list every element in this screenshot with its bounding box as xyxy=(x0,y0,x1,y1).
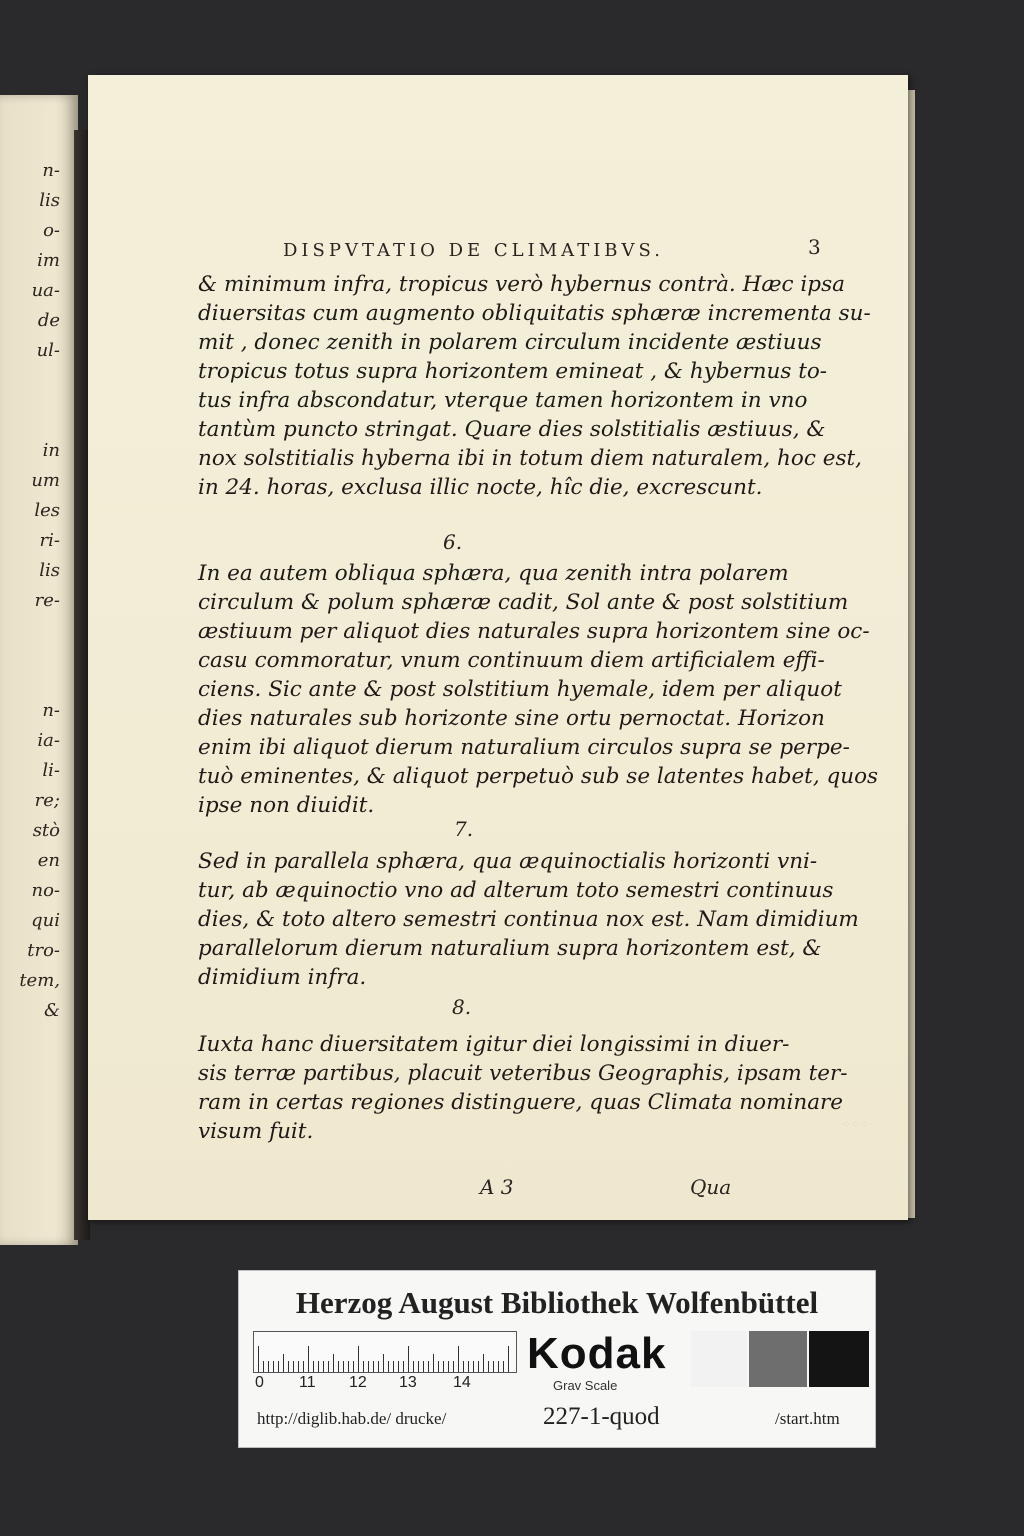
left-page-fragment: re- xyxy=(34,590,60,611)
text-line: tur, ab æquinoctio vno ad alterum toto semestri continuus xyxy=(198,878,834,903)
text-line: æstiuum per aliquot dies naturales supra horizontem sine oc- xyxy=(198,619,870,644)
left-page-fragment: & xyxy=(43,1000,60,1021)
ruler-tick xyxy=(418,1361,419,1372)
paragraph-1 xyxy=(198,270,871,502)
ruler-tick xyxy=(453,1361,454,1372)
ruler-tick xyxy=(433,1354,434,1372)
left-page-fragment: tem, xyxy=(19,970,60,991)
ruler-tick xyxy=(303,1361,304,1372)
text-line: tantùm puncto stringat. Quare dies solstitialis æstiuus, & xyxy=(198,417,826,442)
measurement-ruler xyxy=(253,1331,517,1373)
ruler-tick xyxy=(278,1361,279,1372)
ruler-tick xyxy=(313,1361,314,1372)
text-line: dies, & toto altero semestri continua nox est. Nam dimidium xyxy=(198,907,859,932)
ruler-tick xyxy=(438,1361,439,1372)
ruler-label: 12 xyxy=(349,1374,367,1391)
ruler-tick xyxy=(373,1361,374,1372)
ruler-tick xyxy=(288,1361,289,1372)
left-page-fragment: de xyxy=(37,310,60,331)
ruler-label: 13 xyxy=(399,1374,417,1391)
ruler-tick xyxy=(343,1361,344,1372)
left-page-fragment: n- xyxy=(42,700,60,721)
ruler-tick xyxy=(393,1361,394,1372)
page-number: 3 xyxy=(808,235,821,259)
left-page-fragment: im xyxy=(37,250,60,271)
text-line: diuersitas cum augmento obliquitatis sphæræ incrementa su- xyxy=(198,301,871,326)
ruler-tick xyxy=(338,1361,339,1372)
ruler-tick xyxy=(478,1361,479,1372)
ruler-tick xyxy=(503,1361,504,1372)
ruler-label: 11 xyxy=(299,1374,316,1391)
text-line: dies naturales sub horizonte sine ortu pernoctat. Horizon xyxy=(198,706,825,731)
gray-swatch-dark xyxy=(809,1331,869,1387)
text-line: & minimum infra, tropicus verò hybernus contrà. Hæc ipsa xyxy=(198,272,845,297)
ruler-tick xyxy=(273,1361,274,1372)
ruler-tick xyxy=(348,1361,349,1372)
paragraph-2 xyxy=(198,559,879,820)
left-page-fragment: les xyxy=(34,500,60,521)
ruler-tick xyxy=(293,1361,294,1372)
ruler-tick xyxy=(368,1361,369,1372)
text-line: tropicus totus supra horizontem emineat , & hybernus to- xyxy=(198,359,828,384)
text-line: in 24. horas, exclusa illic nocte, hîc die, excrescunt. xyxy=(198,475,763,500)
ruler-tick xyxy=(483,1354,484,1372)
left-facing-page xyxy=(0,95,78,1245)
left-page-fragment: en xyxy=(37,850,60,871)
ruler-tick xyxy=(443,1361,444,1372)
url-left[interactable]: http://diglib.hab.de/ drucke/ xyxy=(257,1409,447,1428)
section-number-7: 7. xyxy=(454,817,474,841)
ruler-tick xyxy=(283,1354,284,1372)
text-line: ipse non diuidit. xyxy=(198,793,375,818)
text-line: tus infra abscondatur, vterque tamen horizontem in vno xyxy=(198,388,808,413)
ruler-tick xyxy=(428,1361,429,1372)
left-page-fragment: lis xyxy=(39,190,60,211)
ruler-labels xyxy=(253,1374,515,1394)
left-page-fragment: re; xyxy=(34,790,60,811)
ruler-tick xyxy=(333,1354,334,1372)
text-line: Sed in parallela sphæra, qua æquinoctialis horizonti vni- xyxy=(198,849,818,874)
ruler-tick xyxy=(413,1361,414,1372)
ruler-tick xyxy=(328,1361,329,1372)
text-line: dimidium infra. xyxy=(198,965,367,990)
ruler-tick xyxy=(473,1361,474,1372)
text-line: tuò eminentes, & aliquot perpetuò sub se latentes habet, quos xyxy=(198,764,879,789)
text-line: sis terræ partibus, placuit veteribus Geographis, ipsam ter- xyxy=(198,1061,848,1086)
left-page-fragment: um xyxy=(31,470,60,491)
url-right[interactable]: /start.htm xyxy=(775,1409,840,1428)
gray-scale-label: Grav Scale xyxy=(553,1378,618,1393)
text-line: parallelorum dierum naturalium supra horizontem est, & xyxy=(198,936,822,961)
section-number-8: 8. xyxy=(452,995,472,1019)
ruler-tick xyxy=(258,1346,259,1372)
text-line: enim ibi aliquot dierum naturalium circulos supra se perpe- xyxy=(198,735,850,760)
ruler-tick xyxy=(408,1346,409,1372)
left-page-fragment: ul- xyxy=(36,340,60,361)
text-line: casu commoratur, vnum continuum diem artificialem effi- xyxy=(198,648,825,673)
text-line: Iuxta hanc diuersitatem igitur diei longissimi in diuer- xyxy=(198,1032,790,1057)
text-line: In ea autem obliqua sphæra, qua zenith intra polarem xyxy=(198,561,789,586)
library-label-card xyxy=(238,1270,876,1448)
ruler-tick xyxy=(318,1361,319,1372)
left-page-fragment: ri- xyxy=(39,530,60,551)
text-line: nox solstitialis hyberna ibi in totum diem naturalem, hoc est, xyxy=(198,446,862,471)
ruler-tick xyxy=(358,1346,359,1372)
ruler-tick xyxy=(383,1354,384,1372)
book-page xyxy=(88,75,908,1220)
running-header: DISPVTATIO DE CLIMATIBVS. xyxy=(283,240,664,261)
left-page-fragment: tro- xyxy=(27,940,60,961)
ruler-tick xyxy=(458,1346,459,1372)
ruler-tick xyxy=(508,1346,509,1372)
ruler-tick xyxy=(448,1361,449,1372)
left-page-fragment: qui xyxy=(31,910,60,931)
text-line: mit , donec zenith in polarem circulum incidente æstiuus xyxy=(198,330,822,355)
ruler-tick xyxy=(498,1361,499,1372)
ruler-tick xyxy=(308,1346,309,1372)
ruler-tick xyxy=(298,1361,299,1372)
ruler-tick xyxy=(468,1361,469,1372)
ruler-tick xyxy=(363,1361,364,1372)
library-name: Herzog August Bibliothek Wolfenbüttel xyxy=(295,1285,819,1320)
ruler-tick xyxy=(423,1361,424,1372)
shelfmark: 227-1-quod xyxy=(543,1403,660,1430)
gray-swatch-mid xyxy=(749,1331,807,1387)
ruler-label: 14 xyxy=(453,1374,471,1391)
left-page-fragment: ia- xyxy=(37,730,60,751)
ruler-tick xyxy=(403,1361,404,1372)
paragraph-4 xyxy=(198,1030,848,1146)
left-page-fragment: ua- xyxy=(31,280,60,301)
left-page-fragment: stò xyxy=(32,820,60,841)
smudge-mark: ⁘⁘⁘ xyxy=(842,1118,870,1131)
text-line: circulum & polum sphæræ cadit, Sol ante & post solstitium xyxy=(198,590,849,615)
text-line: visum fuit. xyxy=(198,1119,314,1144)
catchword: Qua xyxy=(690,1175,732,1199)
ruler-tick xyxy=(378,1361,379,1372)
left-page-fragment: no- xyxy=(31,880,60,901)
text-line: ram in certas regiones distinguere, quas Climata nominare xyxy=(198,1090,844,1115)
ruler-tick xyxy=(388,1361,389,1372)
ruler-tick xyxy=(323,1361,324,1372)
paragraph-3 xyxy=(198,847,859,992)
left-page-fragment: in xyxy=(42,440,60,461)
left-page-fragment: lis xyxy=(39,560,60,581)
ruler-tick xyxy=(353,1361,354,1372)
ruler-tick xyxy=(463,1361,464,1372)
kodak-logo: Kodak xyxy=(527,1329,667,1378)
section-number-6: 6. xyxy=(443,530,463,554)
signature-mark: A 3 xyxy=(480,1175,514,1199)
ruler-tick xyxy=(493,1361,494,1372)
left-page-fragment: o- xyxy=(43,220,60,241)
left-page-fragment: n- xyxy=(42,160,60,181)
ruler-tick xyxy=(268,1361,269,1372)
text-line: ciens. Sic ante & post solstitium hyemale, idem per aliquot xyxy=(198,677,842,702)
ruler-tick xyxy=(398,1361,399,1372)
gray-swatch-light xyxy=(691,1331,747,1387)
ruler-label: 0 xyxy=(255,1374,264,1391)
ruler-tick xyxy=(263,1361,264,1372)
ruler-tick xyxy=(488,1361,489,1372)
left-page-fragment: li- xyxy=(42,760,60,781)
